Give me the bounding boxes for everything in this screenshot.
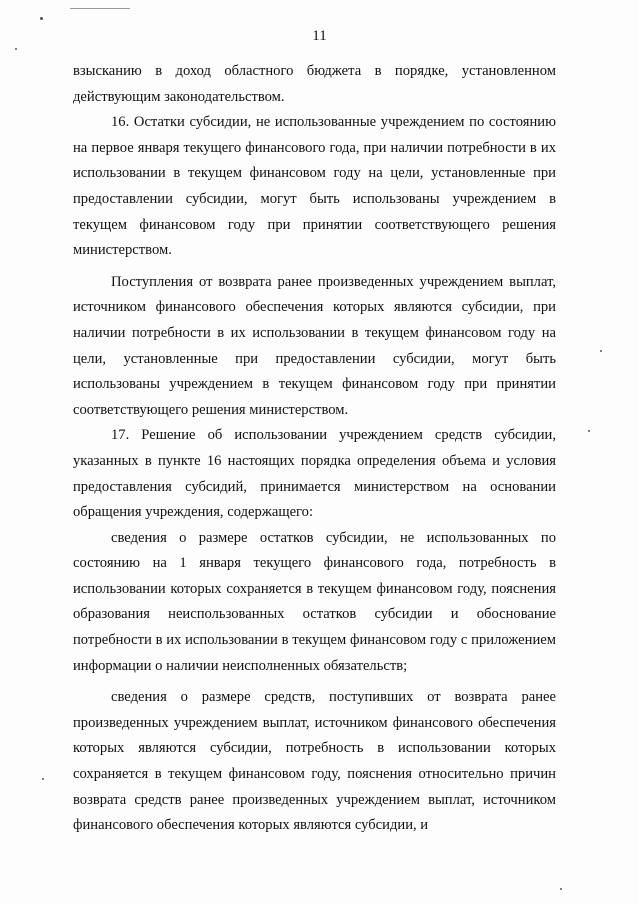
paragraph: Поступления от возврата ранее произведенных учреждением выплат, источником финансового обеспечения которых являются субсидии, при наличии потребности в их использовании в текущем финансовом году на цели, установленные при предоставлении субсидии, могут быть использованы учреждением в текущем финансовом году при принятии соответствующего решения министерством. — [73, 273, 556, 418]
scan-line-artifact — [70, 8, 130, 9]
scan-dot-artifact — [588, 430, 590, 432]
paragraph: 17. Решение об использовании учреждением средств субсидии, указанных в пункте 16 настоящих порядка определения объема и условия предоставления субсидий, принимается министерством на основании обращения учреждения, содержащего: — [73, 427, 556, 521]
paragraph: сведения о размере остатков субсидии, не использованных по состоянию на 1 января текущего финансового года, потребность в использовании которых сохраняется в текущем финансовом году, пояснения образования неиспользованных остатков субсидии и обоснование потребности в их использовании в текущем финансовом году с приложением информации о наличии неисполненных обязательств; — [73, 529, 556, 674]
paragraph: взысканию в доход областного бюджета в порядке, установленном действующим законодательством. — [73, 63, 556, 105]
paragraph: 16. Остатки субсидии, не использованные учреждением по состоянию на первое января текущего финансового года, при наличии потребности в их использовании в текущем финансовом году на цели, установленные при предоставлении субсидии, могут быть использованы учреждением в текущем финансовом году при принятии соответствующего решения министерством. — [73, 114, 556, 259]
scan-dot-artifact — [560, 888, 562, 890]
scan-dot-artifact — [600, 350, 602, 352]
paragraph: сведения о размере средств, поступивших от возврата ранее произведенных учреждением выплат, источником финансового обеспечения которых являются субсидии, потребность в использовании которых сохраняется в текущем финансовом году, пояснения относительно причин возврата средств ранее произведенных учреждением выплат, источником финансового обеспечения которых являются субсидии, и — [73, 689, 556, 834]
scan-dot-artifact — [40, 17, 43, 20]
page-number: 11 — [312, 28, 327, 44]
document-body — [73, 59, 556, 839]
scan-dot-artifact — [15, 48, 17, 50]
scan-dot-artifact — [42, 778, 44, 780]
